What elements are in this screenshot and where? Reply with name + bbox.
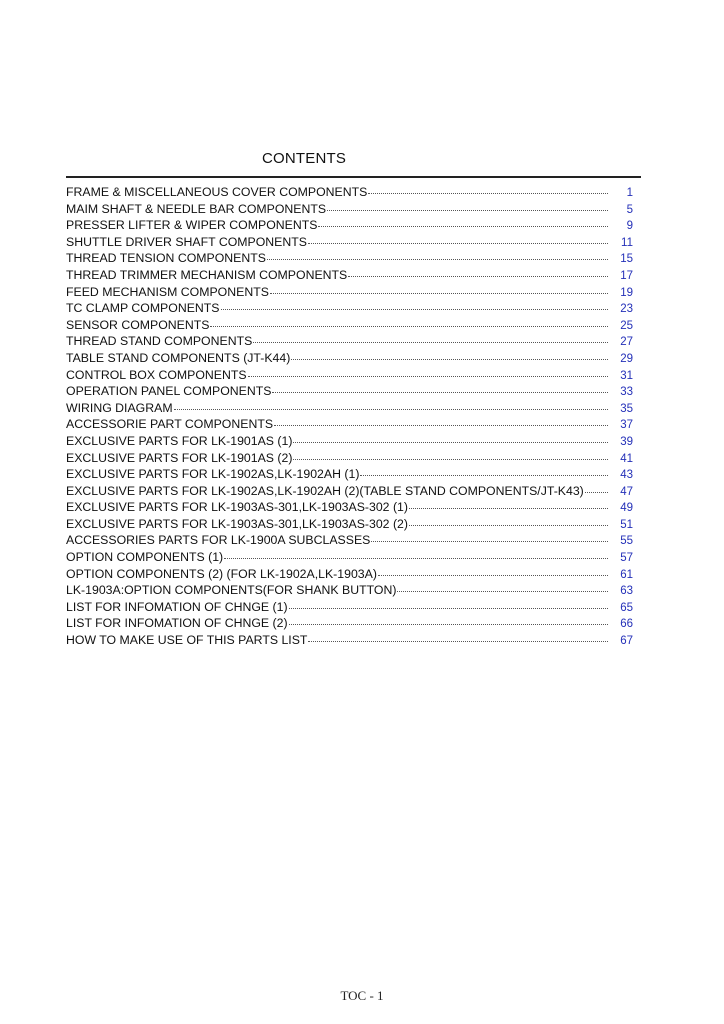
- toc-entry-page-number[interactable]: 15: [620, 253, 633, 266]
- toc-entry[interactable]: [66, 549, 633, 566]
- toc-entry[interactable]: [66, 333, 633, 350]
- toc-entry-page-number[interactable]: 63: [620, 585, 633, 598]
- toc-entry-page-number[interactable]: 5: [626, 203, 633, 216]
- toc-entry-title: MAIM SHAFT & NEEDLE BAR COMPONENTS: [66, 201, 327, 216]
- toc-entry-title: EXCLUSIVE PARTS FOR LK-1901AS (1): [66, 433, 293, 448]
- table-of-contents: [66, 184, 633, 649]
- toc-entry-title: TC CLAMP COMPONENTS: [66, 301, 220, 316]
- toc-entry-page-number[interactable]: 29: [620, 352, 633, 365]
- toc-entry[interactable]: [66, 300, 633, 317]
- dot-leader: [224, 558, 608, 559]
- dot-leader: [210, 326, 608, 327]
- toc-entry-page-number[interactable]: 17: [620, 269, 633, 282]
- toc-entry[interactable]: [66, 433, 633, 450]
- toc-entry[interactable]: [66, 250, 633, 267]
- dot-leader: [409, 525, 608, 526]
- dot-leader: [174, 409, 608, 410]
- toc-entry-title: SHUTTLE DRIVER SHAFT COMPONENTS: [66, 234, 307, 249]
- toc-entry-title: EXCLUSIVE PARTS FOR LK-1901AS (2): [66, 450, 293, 465]
- toc-entry[interactable]: [66, 450, 633, 467]
- toc-entry-title: ACCESSORIE PART COMPONENTS: [66, 417, 274, 432]
- toc-entry-page-number[interactable]: 35: [620, 402, 633, 415]
- toc-entry-page-number[interactable]: 47: [620, 485, 633, 498]
- toc-entry-page-number[interactable]: 49: [620, 502, 633, 515]
- dot-leader: [360, 475, 608, 476]
- toc-entry-title: LIST FOR INFOMATION OF CHNGE (1): [66, 599, 288, 614]
- toc-entry[interactable]: [66, 284, 633, 301]
- dot-leader: [289, 608, 608, 609]
- toc-entry[interactable]: [66, 632, 633, 649]
- dot-leader: [291, 359, 608, 360]
- toc-entry[interactable]: [66, 400, 633, 417]
- toc-entry[interactable]: [66, 599, 633, 616]
- toc-entry-page-number[interactable]: 43: [620, 469, 633, 482]
- toc-entry[interactable]: [66, 466, 633, 483]
- toc-entry-page-number[interactable]: 31: [620, 369, 633, 382]
- page-title: CONTENTS: [262, 150, 347, 167]
- toc-entry[interactable]: [66, 267, 633, 284]
- toc-entry-title: CONTROL BOX COMPONENTS: [66, 367, 247, 382]
- toc-entry-page-number[interactable]: 11: [621, 236, 633, 249]
- dot-leader: [267, 259, 608, 260]
- toc-entry-title: SENSOR COMPONENTS: [66, 317, 210, 332]
- toc-entry-title: THREAD TRIMMER MECHANISM COMPONENTS: [66, 267, 348, 282]
- dot-leader: [397, 591, 608, 592]
- dot-leader: [327, 210, 608, 211]
- toc-entry-title: OPTION COMPONENTS (1): [66, 550, 224, 565]
- toc-entry-page-number[interactable]: 51: [620, 518, 633, 531]
- toc-entry-page-number[interactable]: 19: [620, 286, 633, 299]
- dot-leader: [378, 575, 608, 576]
- toc-entry-title: OPTION COMPONENTS (2) (FOR LK-1902A,LK-1903A): [66, 566, 377, 581]
- toc-entry-title: PRESSER LIFTER & WIPER COMPONENTS: [66, 218, 318, 233]
- toc-entry-page-number[interactable]: 41: [620, 452, 633, 465]
- toc-entry[interactable]: [66, 350, 633, 367]
- toc-entry-page-number[interactable]: 57: [620, 552, 633, 565]
- dot-leader: [272, 392, 608, 393]
- toc-entry-page-number[interactable]: 9: [626, 220, 633, 233]
- toc-entry-page-number[interactable]: 65: [620, 601, 633, 614]
- toc-entry-title: OPERATION PANEL COMPONENTS: [66, 384, 272, 399]
- toc-entry-page-number[interactable]: 37: [620, 419, 633, 432]
- dot-leader: [253, 342, 608, 343]
- toc-entry-title: LK-1903A:OPTION COMPONENTS(FOR SHANK BUTTON): [66, 583, 397, 598]
- dot-leader: [308, 243, 608, 244]
- dot-leader: [318, 226, 608, 227]
- toc-entry-title: WIRING DIAGRAM: [66, 400, 173, 415]
- dot-leader: [270, 293, 608, 294]
- dot-leader: [221, 309, 608, 310]
- dot-leader: [368, 193, 608, 194]
- toc-entry-page-number[interactable]: 33: [620, 386, 633, 399]
- toc-entry-title: HOW TO MAKE USE OF THIS PARTS LIST: [66, 633, 308, 648]
- dot-leader: [409, 508, 608, 509]
- dot-leader: [308, 641, 608, 642]
- page-footer: TOC - 1: [340, 988, 384, 1003]
- dot-leader: [293, 459, 608, 460]
- dot-leader: [348, 276, 608, 277]
- toc-entry-page-number[interactable]: 25: [620, 319, 633, 332]
- toc-entry-title: THREAD TENSION COMPONENTS: [66, 251, 266, 266]
- dot-leader: [289, 624, 608, 625]
- toc-entry-page-number[interactable]: 1: [626, 187, 633, 199]
- toc-entry-page-number[interactable]: 39: [620, 435, 633, 448]
- toc-entry-page-number[interactable]: 67: [620, 635, 633, 648]
- toc-entry[interactable]: [66, 201, 633, 218]
- toc-entry-title: ACCESSORIES PARTS FOR LK-1900A SUBCLASSES: [66, 533, 371, 548]
- toc-entry-title: EXCLUSIVE PARTS FOR LK-1903AS-301,LK-1903AS-302 (1): [66, 500, 408, 515]
- toc-entry-title: THREAD STAND COMPONENTS: [66, 334, 253, 349]
- dot-leader: [293, 442, 608, 443]
- toc-entry[interactable]: [66, 184, 633, 201]
- dot-leader: [371, 541, 608, 542]
- toc-entry-title: TABLE STAND COMPONENTS (JT-K44): [66, 350, 291, 365]
- toc-entry-title: EXCLUSIVE PARTS FOR LK-1902AS,LK-1902AH (1): [66, 467, 360, 482]
- toc-entry-title: EXCLUSIVE PARTS FOR LK-1902AS,LK-1902AH (2)(TABLE STAND COMPONENTS/JT-K43): [66, 483, 584, 498]
- toc-entry-title: FEED MECHANISM COMPONENTS: [66, 284, 269, 299]
- toc-entry[interactable]: [66, 234, 633, 251]
- toc-entry[interactable]: [66, 217, 633, 234]
- toc-entry[interactable]: [66, 317, 633, 334]
- title-underline: [66, 176, 641, 178]
- toc-entry[interactable]: [66, 367, 633, 384]
- dot-leader: [585, 492, 608, 493]
- toc-entry[interactable]: [66, 499, 633, 516]
- toc-entry-page-number[interactable]: 27: [620, 336, 633, 349]
- toc-entry-title: FRAME & MISCELLANEOUS COVER COMPONENTS: [66, 185, 368, 199]
- toc-entry-page-number[interactable]: 61: [620, 568, 633, 581]
- toc-entry[interactable]: [66, 615, 633, 632]
- toc-entry[interactable]: [66, 516, 633, 533]
- toc-entry-page-number[interactable]: 55: [620, 535, 633, 548]
- toc-entry[interactable]: [66, 582, 633, 599]
- toc-entry-title: EXCLUSIVE PARTS FOR LK-1903AS-301,LK-1903AS-302 (2): [66, 516, 408, 531]
- toc-entry[interactable]: [66, 416, 633, 433]
- toc-entry[interactable]: [66, 566, 633, 583]
- dot-leader: [248, 376, 608, 377]
- toc-entry-page-number[interactable]: 66: [620, 618, 633, 631]
- dot-leader: [274, 425, 608, 426]
- toc-entry-page-number[interactable]: 23: [620, 303, 633, 316]
- toc-entry[interactable]: [66, 483, 633, 500]
- toc-entry[interactable]: [66, 383, 633, 400]
- toc-entry[interactable]: [66, 532, 633, 549]
- toc-entry-title: LIST FOR INFOMATION OF CHNGE (2): [66, 616, 288, 631]
